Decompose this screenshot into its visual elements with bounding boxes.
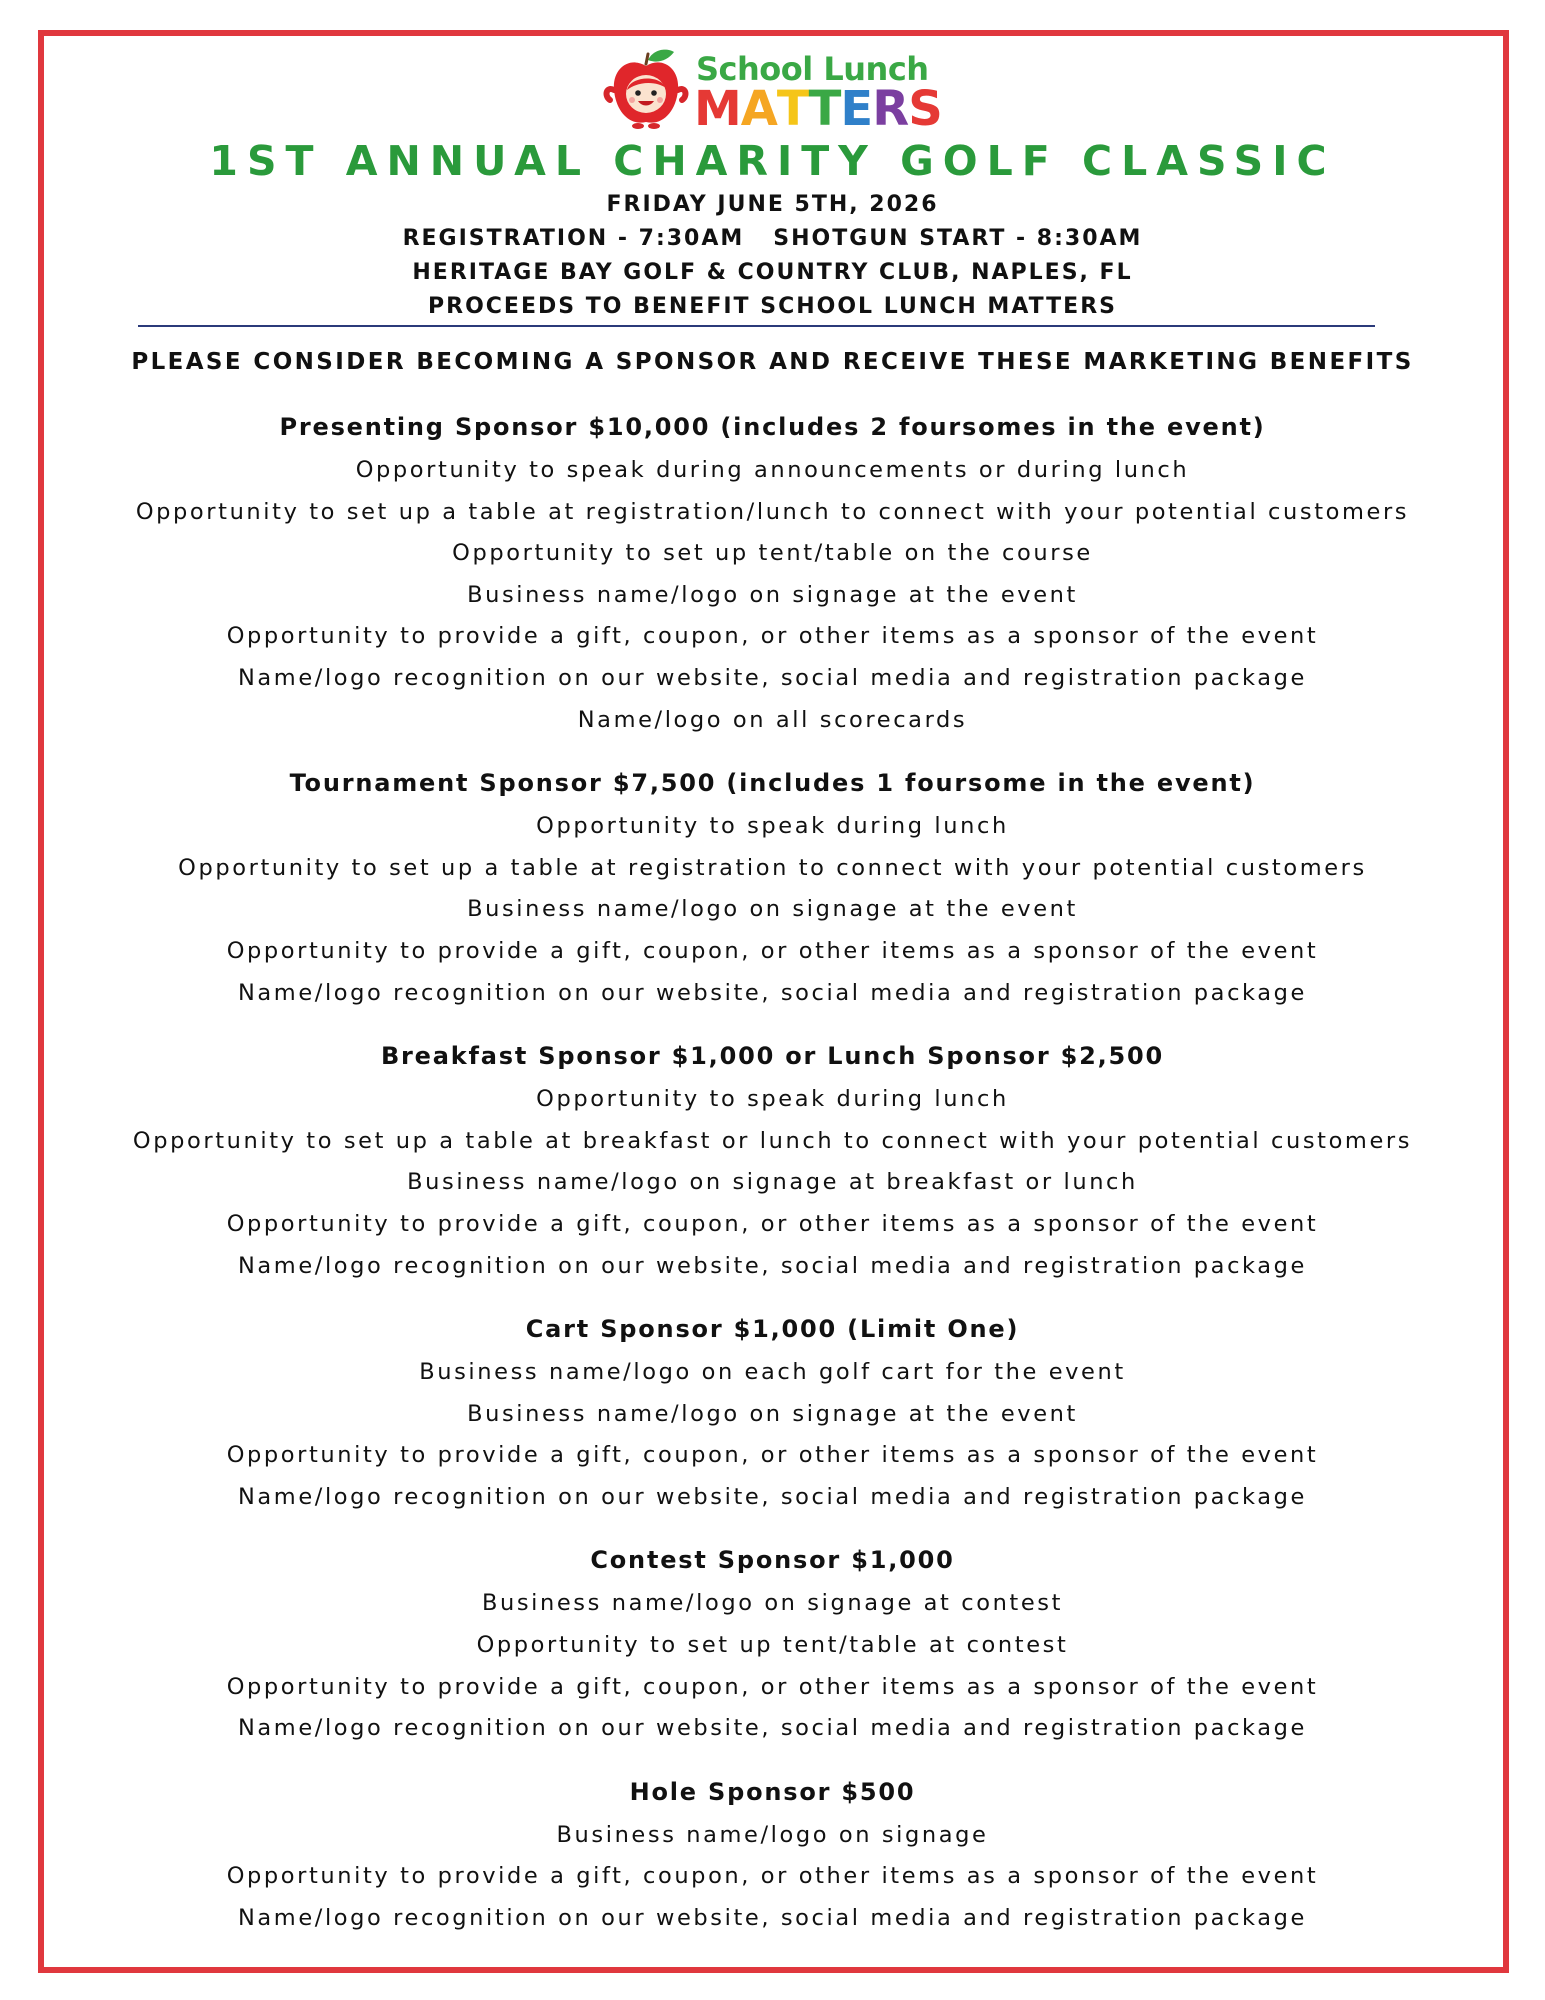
sponsor-tier-title: Cart Sponsor $1,000 (Limit One) bbox=[525, 1315, 1020, 1344]
sponsor-benefit: Opportunity to provide a gift, coupon, or other items as a sponsor of the event bbox=[226, 1863, 1319, 1890]
event-beneficiary: PROCEEDS TO BENEFIT SCHOOL LUNCH MATTERS bbox=[428, 294, 1117, 319]
logo-letter: A bbox=[740, 81, 777, 137]
event-times: REGISTRATION - 7:30AM SHOTGUN START - 8:30AM bbox=[402, 226, 1143, 251]
event-details bbox=[0, 188, 1545, 324]
sponsor-tiers bbox=[0, 404, 1545, 1959]
sponsor-tier bbox=[0, 1769, 1545, 1940]
sponsor-tier-title: Presenting Sponsor $10,000 (includes 2 foursomes in the event) bbox=[279, 413, 1266, 441]
sponsor-tier bbox=[0, 1537, 1545, 1749]
sponsor-tier-title: Tournament Sponsor $7,500 (includes 1 foursome in the event) bbox=[289, 769, 1256, 798]
sponsor-benefit: Name/logo recognition on our website, social media and registration package bbox=[237, 1252, 1307, 1279]
sponsor-benefit: Opportunity to set up a table at registration/lunch to connect with your potential customers bbox=[135, 498, 1410, 525]
sponsor-benefit: Business name/logo on signage at the event bbox=[467, 1400, 1078, 1427]
sponsor-benefit: Name/logo recognition on our website, social media and registration package bbox=[237, 664, 1307, 691]
logo-matters-text bbox=[694, 81, 942, 137]
school-lunch-matters-logo bbox=[600, 46, 942, 137]
sponsor-benefit: Opportunity to provide a gift, coupon, or other items as a sponsor of the event bbox=[226, 1673, 1319, 1700]
sponsor-benefit: Opportunity to set up a table at breakfast or lunch to connect with your potential customers bbox=[132, 1127, 1413, 1154]
sponsor-benefit: Opportunity to speak during lunch bbox=[536, 813, 1009, 840]
sponsor-benefit: Opportunity to set up a table at registration to connect with your potential customers bbox=[178, 854, 1367, 881]
logo-letter: T bbox=[776, 81, 809, 137]
event-date: FRIDAY JUNE 5TH, 2026 bbox=[606, 192, 939, 217]
sponsor-tier bbox=[0, 760, 1545, 1014]
event-title: 1ST ANNUAL CHARITY GOLF CLASSIC bbox=[209, 137, 1336, 185]
logo-letter: S bbox=[908, 81, 942, 137]
logo-letter: R bbox=[872, 81, 909, 137]
sponsor-benefit: Name/logo on all scorecards bbox=[577, 706, 968, 733]
sponsor-benefit: Name/logo recognition on our website, social media and registration package bbox=[237, 1483, 1307, 1510]
sponsor-benefit: Opportunity to provide a gift, coupon, or other items as a sponsor of the event bbox=[226, 1210, 1319, 1237]
logo-letter: T bbox=[808, 81, 841, 137]
sponsor-benefit: Name/logo recognition on our website, social media and registration package bbox=[237, 979, 1307, 1006]
sponsor-benefit: Business name/logo on signage at the event bbox=[467, 896, 1078, 923]
sponsor-tier-title: Breakfast Sponsor $1,000 or Lunch Sponsor $2,500 bbox=[380, 1042, 1165, 1071]
logo-letter: M bbox=[694, 81, 741, 137]
sponsor-benefit: Opportunity to speak during announcements or during lunch bbox=[355, 457, 1190, 483]
sponsor-benefit: Business name/logo on signage at the event bbox=[467, 581, 1078, 608]
sponsor-benefit: Opportunity to provide a gift, coupon, or other items as a sponsor of the event bbox=[226, 937, 1319, 964]
sponsor-tier bbox=[0, 404, 1545, 741]
sponsor-tier bbox=[0, 1033, 1545, 1287]
sponsor-benefit: Name/logo recognition on our website, social media and registration package bbox=[237, 1715, 1307, 1742]
sponsor-tier-title: Hole Sponsor $500 bbox=[629, 1777, 916, 1806]
sponsor-tier bbox=[0, 1306, 1545, 1518]
sponsor-benefit: Opportunity to set up tent/table at contest bbox=[476, 1632, 1069, 1659]
logo-school-lunch-text: School Lunch bbox=[696, 50, 929, 88]
sponsor-benefit: Business name/logo on signage at breakfast or lunch bbox=[407, 1169, 1138, 1196]
event-venue: HERITAGE BAY GOLF & COUNTRY CLUB, NAPLES, FL bbox=[412, 260, 1133, 285]
sponsor-tier-title: Contest Sponsor $1,000 bbox=[590, 1546, 955, 1575]
sponsor-benefit: Opportunity to set up tent/table on the course bbox=[452, 540, 1093, 567]
sponsor-benefit: Business name/logo on signage bbox=[556, 1821, 989, 1848]
sponsor-benefit: Opportunity to provide a gift, coupon, or other items as a sponsor of the event bbox=[226, 623, 1319, 650]
apple-mascot-icon bbox=[600, 46, 692, 132]
header-divider bbox=[138, 325, 1375, 327]
logo-letter: E bbox=[840, 81, 873, 137]
sponsor-benefit: Business name/logo on signage at contest bbox=[481, 1590, 1064, 1617]
sponsor-benefit: Opportunity to speak during lunch bbox=[536, 1086, 1009, 1113]
sponsor-benefit: Name/logo recognition on our website, social media and registration package bbox=[237, 1905, 1307, 1932]
sponsor-intro: PLEASE CONSIDER BECOMING A SPONSOR AND RECEIVE THESE MARKETING BENEFITS bbox=[131, 349, 1414, 375]
sponsor-benefit: Business name/logo on each golf cart for the event bbox=[419, 1359, 1126, 1386]
sponsor-benefit: Opportunity to provide a gift, coupon, or other items as a sponsor of the event bbox=[226, 1442, 1319, 1469]
